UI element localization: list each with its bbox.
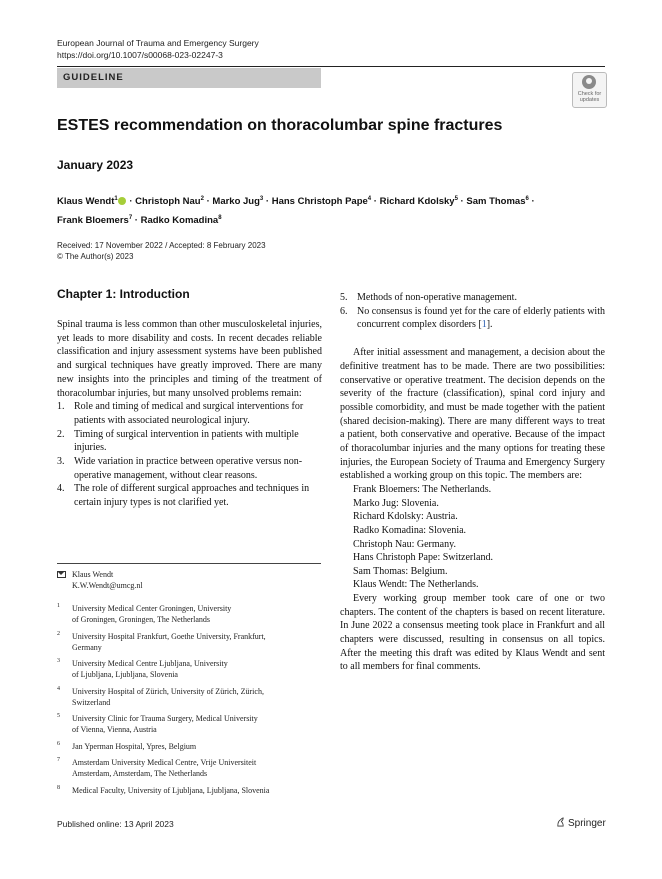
author-affiliation-number: 4: [367, 196, 372, 202]
affiliation-line: of Groningen, Groningen, The Netherlands: [72, 615, 211, 624]
affiliation-line: Jan Yperman Hospital, Ypres, Belgium: [72, 741, 197, 751]
author-affiliation-number: 1: [114, 196, 118, 202]
author-affiliation-number: 5: [454, 196, 458, 202]
list-text: Methods of non-operative management.: [357, 292, 517, 303]
author-name[interactable]: Klaus Wendt: [57, 196, 115, 208]
right-column: [340, 291, 605, 674]
orcid-icon[interactable]: [118, 197, 126, 205]
badge-line-2: updates: [579, 97, 600, 103]
journal-header: [57, 37, 259, 61]
list-item: [57, 455, 322, 482]
affiliation-number: 1: [57, 603, 60, 609]
left-column: [57, 287, 322, 510]
affiliation-entry: [57, 603, 321, 625]
journal-name: European Journal of Trauma and Emergency Surgery: [57, 38, 259, 48]
author-name[interactable]: Marko Jug: [212, 196, 260, 208]
member-entry: Hans Christoph Pape: Switzerland.: [353, 552, 493, 564]
affiliation-number: 8: [57, 784, 60, 791]
check-updates-icon: [582, 75, 596, 89]
corresponding-author: [57, 569, 143, 591]
badge-line-1: Check for: [577, 91, 602, 97]
section-label-bar: [57, 68, 321, 88]
list-number: 3.: [57, 456, 65, 468]
author-separator: ·: [263, 196, 272, 208]
member-entry: Christoph Nau: Germany.: [353, 538, 456, 550]
problem-list-part-1: [57, 400, 322, 510]
affiliation-number: 4: [57, 685, 60, 692]
article-date: January 2023: [57, 158, 134, 172]
envelope-icon: [57, 571, 66, 578]
affiliation-line: University Hospital of Zürich, University of Zürich, Zürich,: [72, 686, 264, 696]
publisher-logo: [556, 817, 606, 829]
publisher-name: Springer: [568, 818, 606, 829]
affiliation-number: 6: [57, 740, 60, 747]
member-entry: Richard Kdolsky: Austria.: [353, 511, 458, 523]
member-entry: Sam Thomas: Belgium.: [353, 565, 448, 577]
author-affiliation-number: 3: [259, 196, 264, 202]
affiliation-list: [57, 603, 321, 801]
received-accepted: Received: 17 November 2022 / Accepted: 8 February 2023: [57, 241, 266, 250]
affiliation-entry: [57, 757, 321, 779]
list-text: The role of different surgical approaches and techniques in certain injury types is not clarified yet.: [74, 483, 310, 509]
author-affiliation-number: 8: [218, 215, 222, 222]
author-name[interactable]: Richard Kdolsky: [379, 196, 455, 208]
author-affiliation-number: 6: [525, 196, 529, 202]
author-line-1: [57, 191, 597, 210]
list-item: [57, 428, 322, 455]
list-number: 6.: [340, 305, 348, 317]
affiliation-line: University Medical Center Groningen, University: [72, 604, 232, 613]
author-name[interactable]: Radko Komadina: [140, 215, 219, 227]
author-separator: ·: [132, 215, 141, 227]
affiliation-line: University Medical Centre Ljubljana, University: [72, 659, 228, 668]
contact-email[interactable]: K.W.Wendt@umcg.nl: [72, 581, 143, 590]
affiliation-entry: [57, 741, 321, 752]
author-name[interactable]: Sam Thomas: [466, 196, 526, 208]
author-separator: ·: [528, 196, 535, 208]
list-item: [57, 400, 322, 427]
list-text: Role and timing of medical and surgical interventions for patients with associated neurological injury.: [74, 401, 304, 426]
affiliation-line: Amsterdam University Medical Centre, Vrije Universiteit: [72, 758, 257, 767]
affiliation-line: Medical Faculty, University of Ljubljana, Ljubljana, Slovenia: [72, 785, 270, 795]
affiliation-line: University Hospital Frankfurt, Goethe University, Frankfurt,: [72, 631, 266, 641]
list-item: 6. No consensus is found yet for the care of elderly patients with concurrent complex disorders [1].: [340, 305, 605, 331]
contact-name: Klaus Wendt: [72, 570, 114, 579]
affiliation-entry: [57, 686, 321, 708]
article-title: ESTES recommendation on thoracolumbar spine fractures: [57, 117, 503, 134]
affiliation-number: 2: [57, 630, 60, 637]
member-list: [340, 483, 605, 592]
list-number: 1.: [57, 401, 65, 413]
affiliation-line: Switzerland: [72, 697, 111, 707]
working-group-paragraph: Every working group member took care of one or two chapters. The content of the chapters is based on recent literature. In June 2022 a consensus meeting took place in Frankfurt and all chapters were discussed, resulting in consensus on all topics. After the meeting this draft was edited by Klaus Wendt and sent to all members for final comments.: [340, 592, 605, 673]
problem-list-part-2: [340, 291, 605, 332]
affiliation-entry: [57, 658, 321, 680]
author-name[interactable]: Frank Bloemers: [57, 215, 129, 227]
copyright: © The Author(s) 2023: [57, 252, 134, 261]
affiliation-number: 5: [57, 713, 60, 719]
affiliation-line: Germany: [72, 642, 102, 652]
affiliation-line: University Clinic for Trauma Surgery, Medical University: [72, 714, 258, 723]
list-number: 2.: [57, 428, 65, 440]
list-item: [340, 291, 605, 305]
affiliation-entry: [57, 631, 321, 653]
member-entry: Klaus Wendt: The Netherlands.: [353, 579, 479, 591]
affiliation-entry: [57, 785, 321, 796]
author-separator: ·: [203, 196, 213, 208]
author-name[interactable]: Hans Christoph Pape: [271, 196, 368, 208]
chapter-heading: Chapter 1: Introduction: [57, 287, 190, 301]
member-entry: Marko Jug: Slovenia.: [353, 497, 439, 509]
list-text: Wide variation in practice between operative versus non-operative management, without clear reasons.: [74, 456, 303, 481]
author-separator: ·: [457, 196, 467, 208]
intro-paragraph: Spinal trauma is less common than other musculoskeletal injuries, yet leads to more disability and costs. In recent decades reliable classification and injury assessment systems have been published and surgical techniques have greatly improved. There are many new insights into the principles and timing of the treatment of thoracolumbar injuries, but many unsolved problems remain:: [57, 319, 322, 399]
published-date: Published online: 13 April 2023: [57, 819, 174, 829]
affiliation-number: 3: [57, 658, 60, 664]
list-text: No consensus is found yet for the care of elderly patients with concurrent complex disorders: [357, 305, 605, 331]
doi-link[interactable]: https://doi.org/10.1007/s00068-023-02247-3: [57, 50, 223, 60]
list-item: [57, 482, 322, 509]
affiliation-line: Amsterdam, Amsterdam, The Netherlands: [72, 769, 208, 778]
article-history: [57, 240, 266, 262]
affiliation-number: 7: [57, 757, 60, 763]
list-number: 5.: [340, 292, 348, 303]
author-separator: ·: [371, 196, 380, 208]
author-name[interactable]: Christoph Nau: [135, 196, 201, 208]
springer-horse-icon: [556, 817, 565, 827]
author-list: [57, 191, 597, 229]
affiliation-line: of Vienna, Vienna, Austria: [72, 725, 157, 734]
header-rule: [57, 66, 605, 67]
author-affiliation-number: 2: [200, 196, 204, 202]
author-line-2: [57, 210, 597, 229]
author-affiliation-number: 7: [128, 215, 133, 222]
author-separator: ·: [126, 196, 136, 208]
affiliation-line: of Ljubljana, Ljubljana, Slovenia: [72, 670, 178, 679]
list-text: Timing of surgical intervention in patients with multiple injuries.: [74, 428, 299, 454]
check-for-updates-badge[interactable]: [572, 72, 607, 108]
member-entry: Radko Komadina: Slovenia.: [353, 524, 467, 536]
citation-link[interactable]: 1: [481, 319, 487, 331]
affiliation-entry: [57, 713, 321, 735]
member-entry: Frank Bloemers: The Netherlands.: [353, 484, 492, 496]
decision-paragraph: After initial assessment and management, a decision about the definitive treatment has to be made. There are two possibilities: conservative or operative treatment. The decision depends on the severity of the fracture (classification), spinal cord injury and possible comorbidity, and must be made together with the patient (shared decision-making). There are many different ways to treat a patient, both conservative and operative. Because of the impact of thoracolumbar injuries and the many options for treating these injuries, the European Society of Trauma and Emergency Surgery established a working group on this topic. The members are:: [340, 347, 605, 482]
list-number: 4.: [57, 483, 65, 495]
footnote-rule: [57, 563, 321, 564]
section-label: GUIDELINE: [63, 72, 124, 83]
